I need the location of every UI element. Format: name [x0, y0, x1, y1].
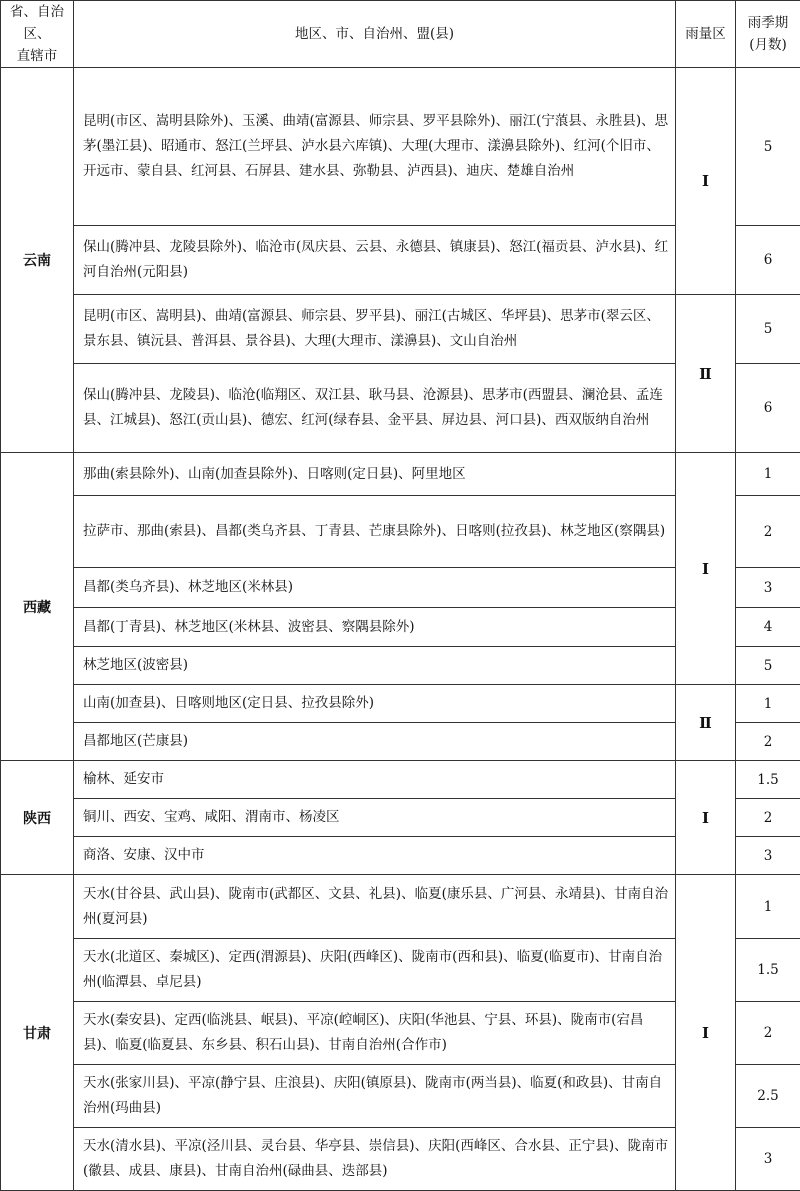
province-cell: 陕西	[1, 761, 74, 875]
area-cell: 天水(甘谷县、武山县)、陇南市(武都区、文县、礼县)、临夏(康乐县、广河县、永靖县)、甘南自治州(夏河县)	[74, 875, 676, 939]
rain-months-cell: 1	[736, 685, 800, 723]
area-cell: 昆明(市区、嵩明县)、曲靖(富源县、师宗县、罗平县)、丽江(古城区、华坪县)、思茅市(翠云区、景东县、镇沅县、普洱县、景谷县)、大理(大理市、漾濞县)、文山自治州	[74, 295, 676, 364]
area-cell: 铜川、西安、宝鸡、咸阳、渭南市、杨凌区	[74, 799, 676, 837]
area-cell: 那曲(索县除外)、山南(加查县除外)、日喀则(定日县)、阿里地区	[74, 453, 676, 496]
area-cell: 昌都地区(芒康县)	[74, 723, 676, 761]
area-cell: 林芝地区(波密县)	[74, 647, 676, 685]
area-cell: 保山(腾冲县、龙陵县)、临沧(临翔区、双江县、耿马县、沧源县)、思茅市(西盟县、澜沧县、孟连县、江城县)、怒江(贡山县)、德宏、红河(绿春县、金平县、屏边县、河口县)、西双版纳自治州	[74, 364, 676, 453]
rain-zone-cell: Ⅰ	[676, 453, 736, 685]
area-cell: 天水(张家川县)、平凉(静宁县、庄浪县)、庆阳(镇原县)、陇南市(两当县)、临夏(和政县)、甘南自治州(玛曲县)	[74, 1065, 676, 1128]
rain-zone-cell: Ⅰ	[676, 875, 736, 1191]
rain-months-cell: 5	[736, 647, 800, 685]
rain-zone-cell: Ⅱ	[676, 685, 736, 761]
rain-months-cell: 1	[736, 875, 800, 939]
rain-months-cell: 1.5	[736, 761, 800, 799]
area-cell: 拉萨市、那曲(索县)、昌都(类乌齐县、丁青县、芒康县除外)、日喀则(拉孜县)、林芝地区(察隅县)	[74, 496, 676, 568]
table-row	[1, 761, 800, 799]
province-cell: 西藏	[1, 453, 74, 761]
rain-months-cell: 2	[736, 723, 800, 761]
rain-zone-cell: Ⅰ	[676, 68, 736, 295]
rain-zone-cell: Ⅰ	[676, 761, 736, 875]
area-cell: 山南(加查县)、日喀则地区(定日县、拉孜县除外)	[74, 685, 676, 723]
area-cell: 榆林、延安市	[74, 761, 676, 799]
header-area: 地区、市、自治州、盟(县)	[74, 1, 676, 68]
area-cell: 天水(北道区、秦城区)、定西(渭源县)、庆阳(西峰区)、陇南市(西和县)、临夏(临夏市)、甘南自治州(临潭县、卓尼县)	[74, 939, 676, 1002]
area-cell: 昆明(市区、嵩明县除外)、玉溪、曲靖(富源县、师宗县、罗平县除外)、丽江(宁蒗县、永胜县)、思茅(墨江县)、昭通市、怒江(兰坪县、泸水县六库镇)、大理(大理市、漾濞县除外)、红河(个旧市、开远市、蒙自县、红河县、石屏县、建水县、弥勒县、泸西县)、迪庆、楚雄自治州	[74, 68, 676, 226]
rain-months-cell: 2	[736, 799, 800, 837]
rain-months-cell: 1.5	[736, 939, 800, 1002]
rain-months-cell: 3	[736, 837, 800, 875]
province-cell: 甘肃	[1, 875, 74, 1191]
rain-months-cell: 2	[736, 1002, 800, 1065]
rain-months-cell: 3	[736, 1128, 800, 1191]
area-cell: 昌都(丁青县)、林芝地区(米林县、波密县、察隅县除外)	[74, 608, 676, 647]
table-row	[1, 68, 800, 226]
rain-months-cell: 6	[736, 364, 800, 453]
province-cell: 云南	[1, 68, 74, 453]
area-cell: 昌都(类乌齐县)、林芝地区(米林县)	[74, 568, 676, 608]
rain-months-cell: 4	[736, 608, 800, 647]
area-cell: 天水(秦安县)、定西(临洮县、岷县)、平凉(崆峒区)、庆阳(华池县、宁县、环县)、陇南市(宕昌县)、临夏(临夏县、东乡县、积石山县)、甘南自治州(合作市)	[74, 1002, 676, 1065]
rain-months-cell: 2	[736, 496, 800, 568]
area-cell: 保山(腾冲县、龙陵县除外)、临沧市(凤庆县、云县、永德县、镇康县)、怒江(福贡县、泸水县)、红河自治州(元阳县)	[74, 226, 676, 295]
header-row	[1, 1, 800, 68]
rain-months-cell: 6	[736, 226, 800, 295]
rain-months-cell: 1	[736, 453, 800, 496]
table-row	[1, 685, 800, 723]
rain-months-cell: 5	[736, 68, 800, 226]
header-months: 雨季期 (月数)	[736, 1, 800, 68]
table-row	[1, 295, 800, 364]
rain-months-cell: 5	[736, 295, 800, 364]
header-province: 省、自治区、 直辖市	[1, 1, 74, 68]
table-row	[1, 453, 800, 496]
rain-months-cell: 2.5	[736, 1065, 800, 1128]
area-cell: 天水(清水县)、平凉(泾川县、灵台县、华亭县、崇信县)、庆阳(西峰区、合水县、正宁县)、陇南市(徽县、成县、康县)、甘南自治州(碌曲县、迭部县)	[74, 1128, 676, 1191]
header-zone: 雨量区	[676, 1, 736, 68]
rain-zone-cell: Ⅱ	[676, 295, 736, 453]
area-cell: 商洛、安康、汉中市	[74, 837, 676, 875]
table-row	[1, 875, 800, 939]
rain-months-cell: 3	[736, 568, 800, 608]
